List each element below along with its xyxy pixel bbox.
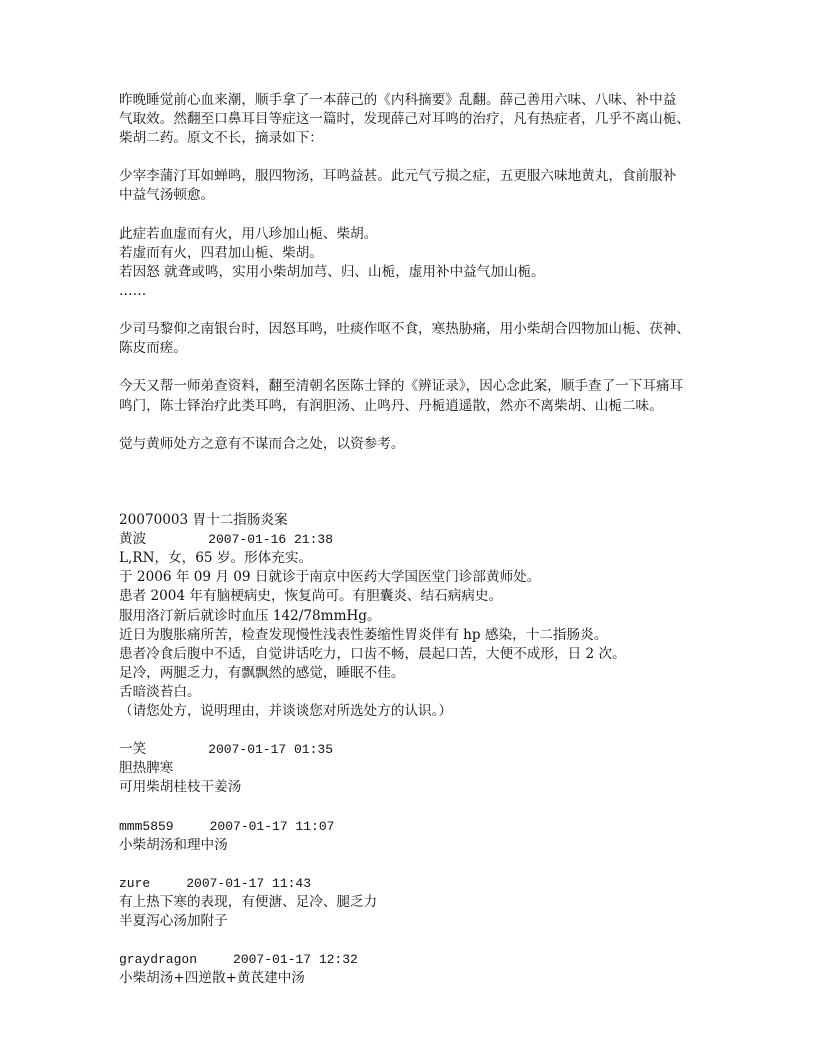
text-line: 今天又帮一师弟查资料，翻至清朝名医陈士铎的《辨证录》，因心念此案，顺手查了一下耳痛耳 [119, 378, 684, 395]
reply [119, 740, 719, 797]
case-line: 服用洛汀新后就诊时血压 142/78mmHg。 [119, 607, 381, 624]
case-line: 患者 2004 年有脑梗病史，恢复尚可。有胆囊炎、结石病病史。 [119, 588, 503, 605]
text-line: 昨晚睡觉前心血来潮，顺手拿了一本薛己的《内科摘要》乱翻。薛己善用六味、八味、补中益 [119, 92, 677, 108]
intro-paragraph-4 [119, 320, 719, 358]
intro-paragraph-5 [119, 377, 719, 415]
intro-paragraph-3 [119, 225, 719, 301]
text-line: 中益气汤顿愈。 [119, 187, 215, 204]
case-line: （请您处方，说明理由，并谈谈您对所选处方的认识。） [119, 703, 453, 719]
case-title: 20070003 胃十二指肠炎案 [119, 512, 288, 529]
text-line: 若因怒 就聋或鸣，实用小柴胡加芎、归、山栀，虚用补中益气加山栀。 [119, 263, 545, 280]
reply-line: 小柴胡汤+四逆散+黄芪建中汤 [119, 970, 305, 987]
timestamp: 2007-01-17 11:07 [209, 818, 335, 834]
text-line: 少司马黎仰之南银台时，因怒耳鸣，吐痰作呕不食，寒热胁痛，用小柴胡合四物加山栀、茯神、 [119, 321, 690, 338]
reply-line: 可用柴胡桂枝干姜汤 [119, 779, 242, 796]
case-line: L,RN，女，65 岁。形体充实。 [119, 550, 313, 567]
text-line: 气取效。然翻至口鼻耳目等症这一篇时，发现薛己对耳鸣的治疗，凡有热症者，几乎不离山栀、 [119, 111, 690, 128]
case-line: 近日为腹胀痛所苦，检查发现慢性浅表性萎缩性胃炎伴有 hp 感染，十二指肠炎。 [119, 626, 608, 643]
intro-paragraph-1 [119, 91, 719, 148]
intro-paragraph-6 [119, 435, 719, 454]
reply-line: 小柴胡汤和理中汤 [119, 836, 228, 853]
timestamp: 2007-01-16 21:38 [208, 532, 334, 548]
reply-line: 胆热脾寒 [119, 760, 174, 777]
case-line: 于 2006 年 09 月 09 日就诊于南京中医药大学国医堂门诊部黄师处。 [119, 569, 541, 586]
author: graydragon [119, 952, 198, 968]
case-byline [119, 530, 719, 549]
author: mmm5859 [119, 818, 174, 834]
timestamp: 2007-01-17 01:35 [208, 742, 334, 758]
case-line: 舌暗淡苔白。 [119, 683, 201, 700]
author: zure [119, 875, 151, 891]
reply [119, 874, 719, 931]
case-section [119, 511, 719, 721]
text-line: 觉与黄师处方之意有不谋而合之处，以资参考。 [119, 435, 405, 452]
intro-paragraph-2 [119, 167, 719, 205]
document-body [119, 91, 719, 988]
case-line: 患者冷食后腹中不适，自觉讲话吃力，口齿不畅，晨起口苦，大便不成形，日 2 次。 [119, 645, 626, 662]
timestamp: 2007-01-17 11:43 [186, 875, 312, 891]
author: 一笑 [119, 741, 147, 758]
reply-byline [119, 950, 719, 969]
text-line: 柴胡二药。原文不长，摘录如下： [119, 130, 323, 147]
reply-line: 有上热下寒的表现，有便溏、足冷、腿乏力 [119, 893, 378, 910]
reply-byline [119, 874, 719, 893]
ellipsis: …… [119, 282, 147, 299]
text-line: 鸣门，陈士铎治疗此类耳鸣，有润胆汤、止鸣丹、丹栀逍遥散，然亦不离柴胡、山栀二味。 [119, 397, 663, 414]
text-line: 若虚而有火，四君加山栀、柴胡。 [119, 244, 323, 261]
reply-line: 半夏泻心汤加附子 [119, 913, 228, 930]
reply-byline [119, 740, 719, 759]
author: 黄波 [119, 531, 147, 548]
reply [119, 950, 719, 988]
text-line: 少宰李蒲汀耳如蝉鸣，服四物汤，耳鸣益甚。此元气亏损之症，五更服六味地黄丸，食前服补 [119, 168, 677, 185]
case-line: 足冷，两腿乏力，有飘飘然的感觉，睡眠不佳。 [119, 664, 405, 681]
text-line: 陈皮而瘥。 [119, 340, 187, 357]
text-line: 此症若血虚而有火，用八珍加山栀、柴胡。 [119, 225, 378, 242]
timestamp: 2007-01-17 12:32 [233, 952, 358, 968]
reply-byline [119, 817, 719, 836]
reply [119, 817, 719, 855]
